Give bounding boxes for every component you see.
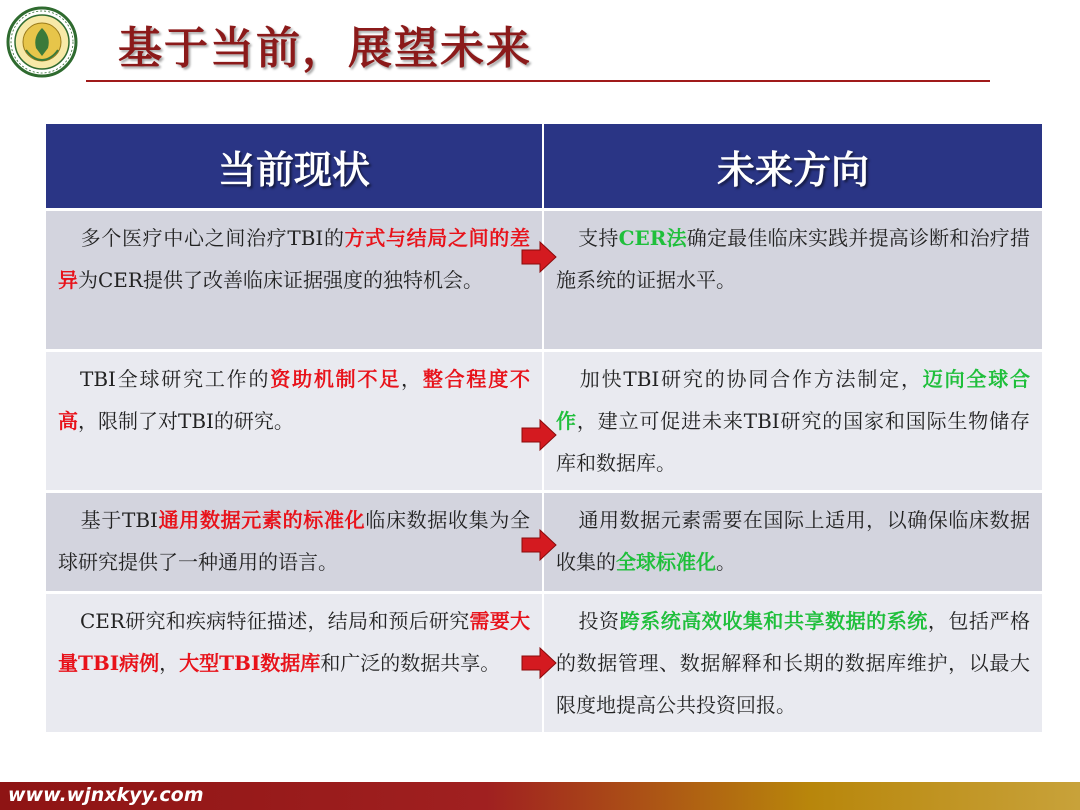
future-cell — [543, 351, 1042, 492]
highlight-red: 方式与结局之间的差异 — [58, 226, 530, 292]
current-cell — [46, 593, 543, 734]
text-run: ， — [159, 651, 180, 675]
text-run: 多个医疗中心之间治疗TBI的 — [80, 226, 345, 250]
highlight-red: 需要大量TBI病例 — [58, 609, 530, 675]
text-run: TBI全球研究工作的 — [80, 367, 271, 391]
right-arrow-icon — [520, 240, 558, 274]
highlight-red: 通用数据元素的标准化 — [157, 508, 366, 532]
header-future: 未来方向 — [543, 124, 1042, 210]
highlight-red: 大型TBI数据库 — [179, 651, 321, 675]
right-arrow-icon — [520, 418, 558, 452]
text-run: ， — [401, 367, 423, 391]
current-cell — [46, 351, 543, 492]
text-run: 和广泛的数据共享。 — [320, 651, 501, 675]
highlight-green: 迈向全球合作 — [555, 367, 1030, 433]
header-current: 当前现状 — [46, 124, 543, 210]
page-title: 基于当前，展望未来 — [118, 23, 532, 74]
text-run: 。 — [715, 550, 736, 574]
text-run: 投资 — [577, 609, 620, 633]
footer-bar — [0, 782, 1080, 810]
highlight-red: 整合程度不高 — [58, 367, 530, 433]
text-run: CER研究和疾病特征描述，结局和预后研究 — [80, 609, 470, 633]
table-header-row — [46, 124, 1042, 210]
right-arrow-icon — [520, 528, 558, 562]
text-run: 通用数据元素需要在国际上适用，以确保临床数据收集的 — [555, 508, 1030, 574]
highlight-green: 全球标准化 — [615, 550, 716, 574]
text-run: ，建立可促进未来TBI研究的国家和国际生物储存库和数据库。 — [555, 409, 1031, 475]
current-cell — [46, 492, 543, 593]
current-cell — [46, 210, 543, 351]
text-run: 支持 — [577, 226, 619, 250]
text-run: 确定最佳临床实践并提高诊断和治疗措施系统的证据水平。 — [555, 226, 1030, 292]
text-run: 临床数据收集为全球研究提供了一种通用的语言。 — [58, 508, 530, 574]
highlight-green: 跨系统高效收集和共享数据的系统 — [619, 609, 928, 633]
future-cell — [543, 210, 1042, 351]
future-cell — [543, 593, 1042, 734]
highlight-red: 资助机制不足 — [270, 367, 402, 391]
text-run: 基于TBI — [80, 508, 158, 532]
text-run: ，限制了对TBI的研究。 — [78, 409, 294, 433]
right-arrow-icon — [520, 646, 558, 680]
text-run: 为CER提供了改善临床证据强度的独特机会。 — [78, 268, 483, 292]
footer-url: www.wjnxkyy.com — [8, 784, 204, 806]
highlight-green: CER法 — [618, 226, 687, 250]
table-row — [46, 210, 1042, 351]
title-divider — [86, 80, 990, 82]
text-run: ，包括严格的数据管理、数据解释和长期的数据库维护，以最大限度地提高公共投资回报。 — [555, 609, 1030, 717]
hospital-seal-logo — [6, 6, 78, 78]
text-run: 加快TBI研究的协同合作方法制定， — [577, 367, 923, 391]
future-cell — [543, 492, 1042, 593]
